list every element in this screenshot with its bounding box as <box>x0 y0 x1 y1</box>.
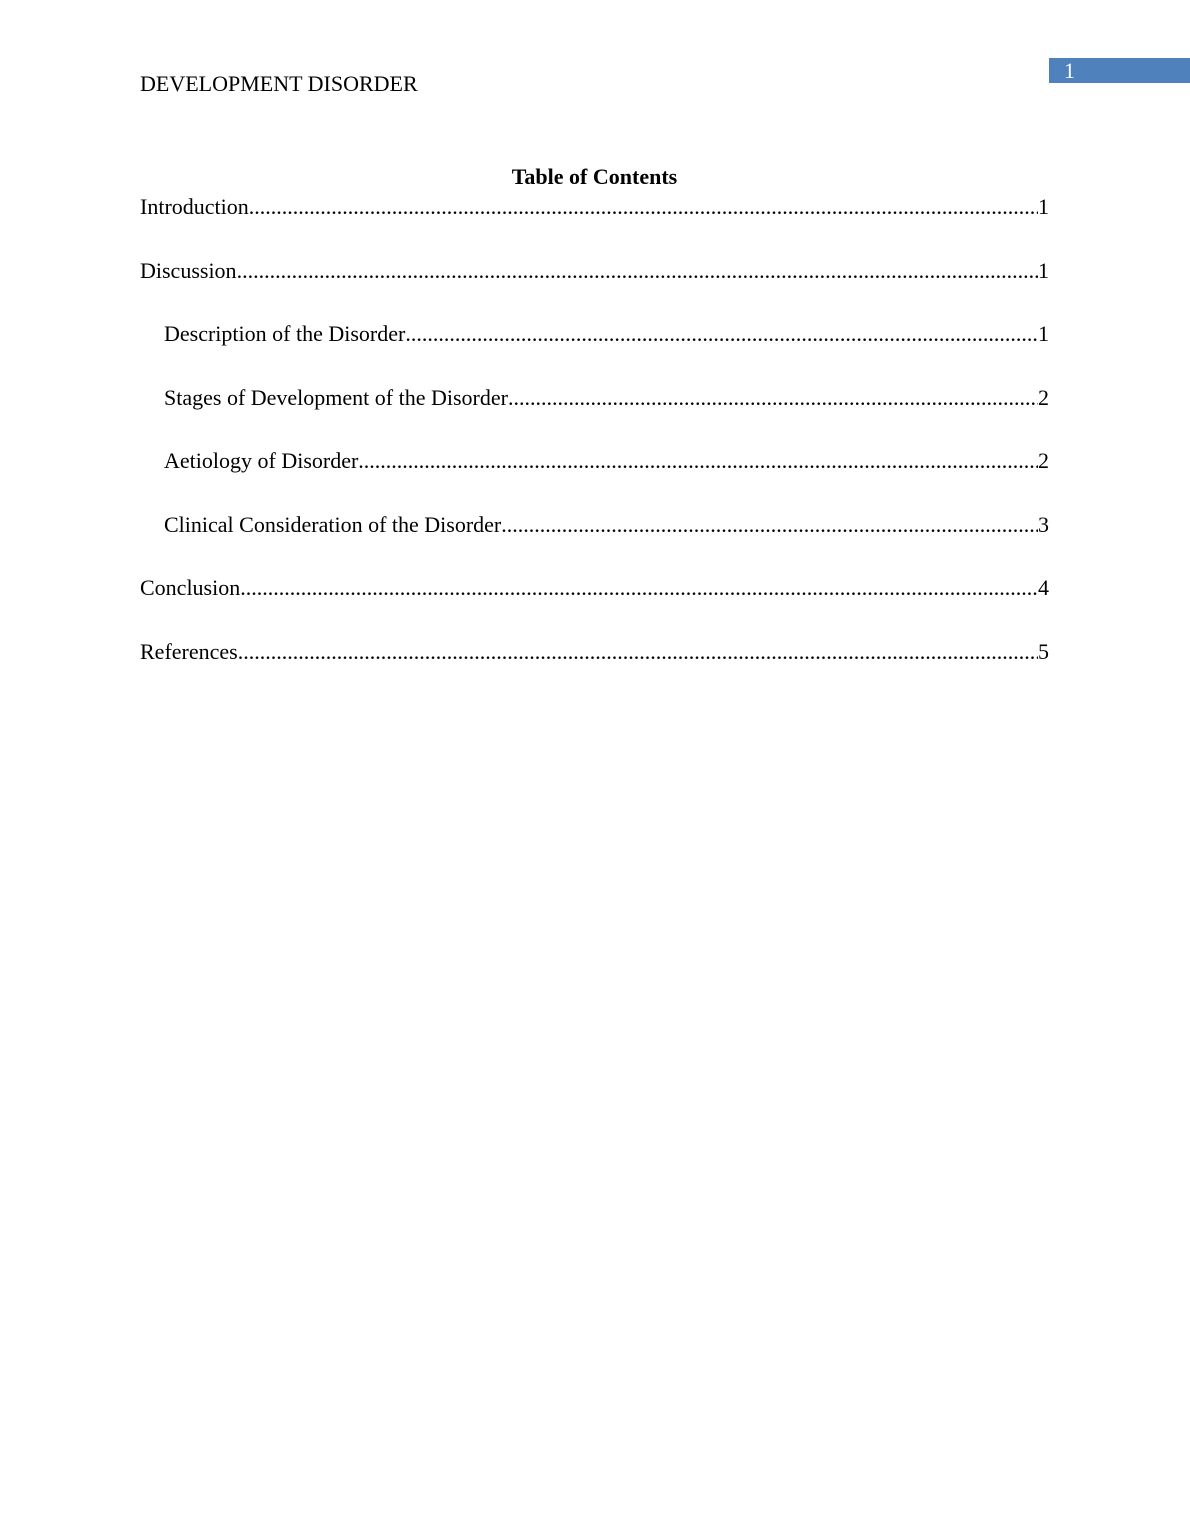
toc-dot-leader <box>240 575 1038 601</box>
toc-entry-discussion[interactable] <box>140 258 1049 284</box>
toc-entry-label: Aetiology of Disorder <box>164 448 359 473</box>
toc-entry-aetiology-of-disorder[interactable] <box>140 448 1049 474</box>
toc-entry-description-of-the-disorder[interactable] <box>140 321 1049 347</box>
toc-dot-leader <box>358 448 1038 474</box>
toc-entry-label: Conclusion <box>140 575 241 600</box>
page-number: 1 <box>1064 58 1075 83</box>
toc-dot-leader <box>508 385 1038 411</box>
toc-dot-leader <box>237 258 1038 284</box>
toc-entry-page: 1 <box>1038 194 1049 219</box>
toc-title: Table of Contents <box>511 164 678 189</box>
toc-dot-leader <box>405 321 1038 347</box>
table-of-contents <box>140 194 1049 702</box>
toc-entry-page: 4 <box>1038 575 1049 600</box>
toc-entry-stages-of-development[interactable] <box>140 385 1049 411</box>
toc-entry-label: Discussion <box>140 257 237 283</box>
toc-dot-leader <box>238 639 1038 665</box>
toc-entry-page: 3 <box>1038 511 1049 537</box>
toc-entry-conclusion[interactable] <box>140 575 1049 601</box>
toc-entry-references[interactable] <box>140 639 1049 665</box>
toc-dot-leader <box>249 194 1038 220</box>
toc-entry-label: Clinical Consideration of the Disorder <box>164 511 502 537</box>
page-number-badge <box>1049 58 1190 83</box>
toc-entry-page: 2 <box>1038 384 1049 410</box>
toc-entry-label: References <box>140 638 238 664</box>
toc-entry-label: Stages of Development of the Disorder <box>164 384 508 410</box>
toc-entry-page: 2 <box>1038 448 1049 473</box>
toc-dot-leader <box>501 512 1038 538</box>
toc-entry-label: Introduction <box>140 194 249 219</box>
toc-entry-label: Description of the Disorder <box>164 321 406 346</box>
running-header: DEVELOPMENT DISORDER <box>140 71 418 96</box>
toc-entry-clinical-consideration[interactable] <box>140 512 1049 538</box>
toc-entry-page: 1 <box>1038 257 1049 283</box>
toc-entry-introduction[interactable] <box>140 194 1049 220</box>
toc-entry-page: 5 <box>1038 638 1049 664</box>
toc-entry-page: 1 <box>1038 321 1049 346</box>
